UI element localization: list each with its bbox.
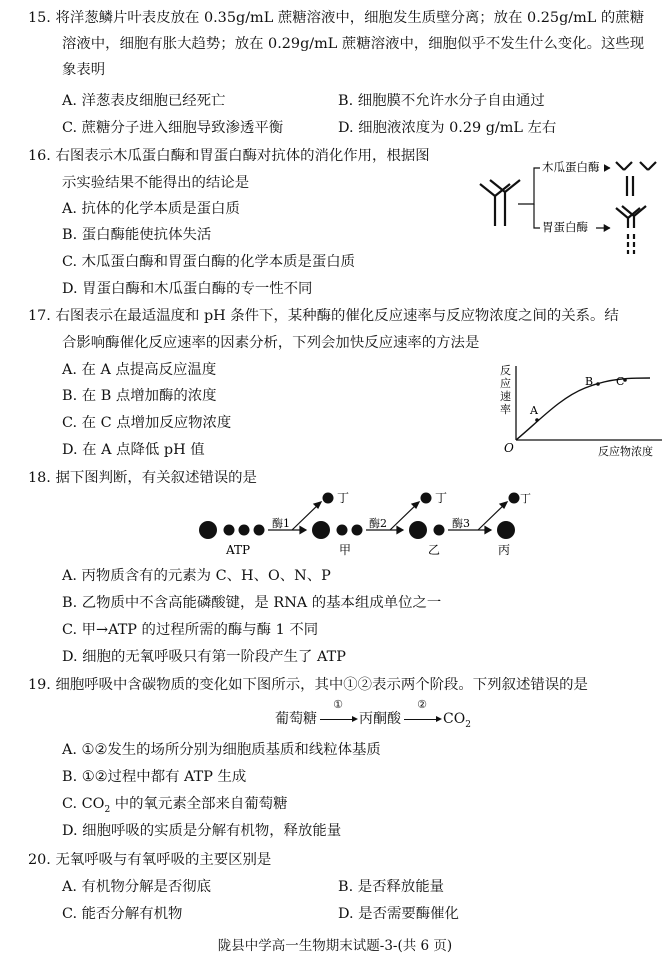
q17-option-d: D. 在 A 点降低 pH 值	[62, 442, 205, 458]
q20-option-d: D. 是否需要酶催化	[338, 906, 459, 922]
q15-stem-line3: 象表明	[62, 62, 106, 78]
enzyme1-label: 酶1	[272, 517, 290, 530]
atp-label: ATP	[226, 543, 251, 557]
origin-label: O	[504, 441, 514, 455]
q15-option-a: A. 洋葱表皮细胞已经死亡	[62, 93, 226, 109]
q16-option-c: C. 木瓜蛋白酶和胃蛋白酶的化学本质是蛋白质	[62, 254, 356, 270]
q20-option-a: A. 有机物分解是否彻底	[62, 879, 212, 895]
atp-hydrolysis-diagram	[196, 490, 531, 558]
ylabel-1: 反	[500, 364, 511, 377]
ylabel-2: 应	[500, 377, 511, 390]
q20-option-b: B. 是否释放能量	[338, 879, 445, 895]
q17-option-a: A. 在 A 点提高反应温度	[62, 362, 217, 378]
ylabel-4: 率	[500, 403, 511, 416]
q15-stem-line1: 15. 将洋葱鳞片叶表皮放在 0.35g/mL 蔗糖溶液中，细胞发生质壁分离；放在 0.25g/mL 的蔗糖	[28, 10, 645, 26]
co2-label: CO	[443, 711, 466, 727]
enzyme3-label: 酶3	[452, 517, 470, 530]
enzyme-rate-graph	[490, 360, 666, 460]
xlabel: 反应物浓度	[598, 445, 653, 458]
q19-option-c	[62, 794, 287, 820]
q19-option-b: B. ①②过程中都有 ATP 生成	[62, 769, 247, 785]
pepsin-label: 胃蛋白酶	[542, 220, 588, 234]
bing-label: 丙	[498, 543, 511, 557]
product-ding-1: 丁	[337, 491, 350, 505]
q18-option-b: B. 乙物质中不含高能磷酸键，是 RNA 的基本组成单位之一	[62, 595, 442, 611]
q17-stem-line2: 合影响酶催化反应速率的因素分析，下列会加快反应速率的方法是	[62, 335, 480, 351]
q18-option-d: D. 细胞的无氧呼吸只有第一阶段产生了 ATP	[62, 649, 346, 665]
pyruvate-label: 丙酮酸	[359, 711, 401, 727]
enzyme2-label: 酶2	[369, 517, 387, 530]
glucose-label: 葡萄糖	[275, 711, 317, 727]
q16-option-d: D. 胃蛋白酶和木瓜蛋白酶的专一性不同	[62, 281, 313, 297]
point-b-label: B	[585, 375, 594, 388]
q18-option-a: A. 丙物质含有的元素为 C、H、O、N、P	[62, 568, 331, 584]
page-footer: 陇县中学高一生物期末试题-3-(共 6 页)	[217, 938, 453, 954]
papain-label: 木瓜蛋白酶	[542, 160, 600, 174]
step1-label: ①	[333, 698, 343, 711]
q19-option-a: A. ①②发生的场所分别为细胞质基质和线粒体基质	[62, 742, 381, 758]
q19-option-c-prefix: C. CO	[62, 796, 105, 812]
q20-stem: 20. 无氧呼吸与有氧呼吸的主要区别是	[28, 852, 272, 868]
q19-option-c-rest: 中的氧元素全部来自葡萄糖	[110, 796, 288, 812]
step2-label: ②	[417, 698, 427, 711]
q16-stem-line2: 示实验结果不能得出的结论是	[62, 175, 250, 191]
q17-stem-line1: 17. 右图表示在最适温度和 pH 条件下，某种酶的催化反应速率与反应物浓度之间的关系。结	[28, 308, 619, 324]
q17-option-b: B. 在 B 点增加酶的浓度	[62, 388, 217, 404]
q16-option-b: B. 蛋白酶能使抗体失活	[62, 227, 212, 243]
jia-label: 甲	[339, 543, 352, 557]
co2-subscript: 2	[465, 719, 471, 730]
q19-option-c-subscript: 2	[104, 804, 111, 815]
antibody-digestion-diagram	[470, 156, 666, 256]
respiration-equation	[275, 698, 471, 730]
q15-option-c: C. 蔗糖分子进入细胞导致渗透平衡	[62, 120, 284, 136]
q15-option-d: D. 细胞液浓度为 0.29 g/mL 左右	[338, 120, 557, 136]
point-c-label: C	[616, 375, 625, 388]
q16-option-a: A. 抗体的化学本质是蛋白质	[62, 201, 240, 217]
q19-stem: 19. 细胞呼吸中含碳物质的变化如下图所示，其中①②表示两个阶段。下列叙述错误的是	[28, 677, 588, 693]
q20-option-c: C. 能否分解有机物	[62, 906, 183, 922]
q15-stem-line2: 溶液中，细胞有胀大趋势；放在 0.29g/mL 蔗糖溶液中，细胞似乎不发生什么变化。这些现	[62, 36, 645, 52]
point-a-label: A	[530, 404, 538, 417]
product-ding-3: 丁	[520, 492, 531, 505]
q18-option-c: C. 甲→ATP 的过程所需的酶与酶 1 不同	[62, 622, 319, 638]
yi-label: 乙	[428, 543, 441, 557]
q19-option-d: D. 细胞呼吸的实质是分解有机物，释放能量	[62, 823, 342, 839]
q17-option-c: C. 在 C 点增加反应物浓度	[62, 415, 232, 431]
q15-option-b: B. 细胞膜不允许水分子自由通过	[338, 93, 545, 109]
q16-stem-line1: 16. 右图表示木瓜蛋白酶和胃蛋白酶对抗体的消化作用，根据图	[28, 148, 430, 164]
q18-stem: 18. 据下图判断，有关叙述错误的是	[28, 470, 257, 486]
ylabel-3: 速	[500, 390, 511, 403]
product-ding-2: 丁	[435, 491, 448, 505]
